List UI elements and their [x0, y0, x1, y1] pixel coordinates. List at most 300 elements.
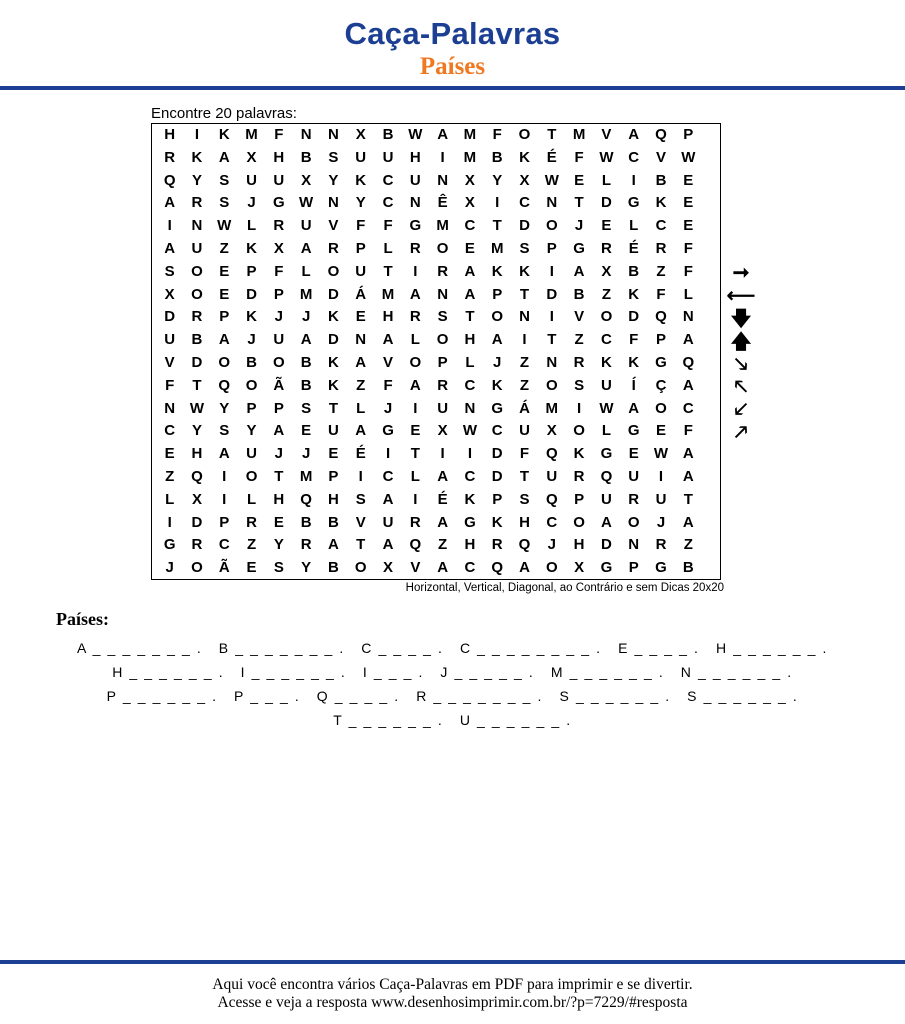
grid-letter: A: [437, 559, 449, 577]
grid-letter: I: [222, 467, 227, 485]
grid-letter: K: [573, 445, 585, 463]
grid-letter: X: [519, 171, 530, 189]
grid-letter: B: [246, 353, 257, 371]
grid-letter: J: [383, 399, 393, 417]
grid-letter: E: [655, 422, 666, 440]
grid-letter: D: [164, 308, 176, 326]
grid-letter: T: [465, 308, 475, 326]
grid-letter: L: [246, 490, 257, 508]
grid-letter: Z: [219, 239, 229, 257]
grid-letter: W: [462, 422, 477, 440]
grid-letter: G: [655, 559, 667, 577]
grid-letter: U: [655, 490, 667, 508]
grid-row: [152, 534, 720, 557]
grid-letter: B: [300, 376, 312, 394]
grid-letter: B: [328, 513, 339, 531]
grid-letter: U: [164, 331, 176, 349]
clue-line: H _ _ _ _ _ _ . I _ _ _ _ _ _ . I _ _ _ . J _ _ _ _ _ . M _ _ _ _ _ _ . N _ _ _ _ _ _ .: [112, 664, 793, 680]
grid-letter: M: [572, 126, 586, 143]
grid-letter: T: [356, 536, 366, 554]
grid-letter: Q: [545, 445, 558, 463]
directions-note: Horizontal, Vertical, Diagonal, ao Contrário e sem Dicas 20x20: [405, 582, 724, 594]
grid-letter: C: [464, 467, 476, 485]
grid-letter: A: [382, 536, 394, 554]
grid-letter: R: [491, 536, 503, 554]
grid-letter: L: [601, 171, 611, 189]
grid-letter: O: [600, 308, 613, 326]
grid-letter: E: [164, 445, 175, 463]
grid-letter: N: [355, 331, 367, 349]
grid-letter: U: [273, 171, 285, 189]
grid-row: [152, 238, 720, 261]
grid-row: [152, 329, 720, 352]
grid-letter: I: [167, 217, 172, 235]
grid-letter: D: [600, 194, 612, 212]
grid-letter: W: [408, 126, 423, 143]
grid-letter: I: [413, 399, 418, 417]
grid-letter: V: [655, 148, 666, 166]
grid-letter: S: [219, 171, 230, 189]
grid-letter: R: [273, 217, 285, 235]
grid-letter: E: [301, 422, 312, 440]
grid-letter: K: [491, 262, 503, 280]
grid-letter: B: [328, 559, 339, 577]
grid-letter: B: [491, 148, 503, 166]
direction-legend: [727, 262, 755, 444]
grid-letter: O: [491, 308, 504, 326]
grid-letter: A: [382, 490, 394, 508]
grid-letter: P: [246, 399, 257, 417]
grid-letter: K: [218, 126, 230, 143]
grid-letter: A: [682, 331, 694, 349]
grid-letter: U: [273, 331, 285, 349]
clue-line: T _ _ _ _ _ _ . U _ _ _ _ _ _ .: [333, 712, 572, 728]
grid-letter: H: [409, 148, 421, 166]
grid-letter: A: [409, 376, 421, 394]
grid-letter: R: [437, 262, 449, 280]
grid-letter: G: [382, 422, 394, 440]
grid-letter: I: [549, 308, 554, 326]
grid-letter: X: [546, 422, 557, 440]
top-divider: [0, 86, 905, 90]
grid-letter: C: [682, 399, 694, 417]
grid-letter: E: [683, 217, 694, 235]
grid-letter: E: [246, 559, 257, 577]
grid-row: [152, 192, 720, 215]
grid-letter: H: [382, 308, 394, 326]
grid-letter: Á: [355, 285, 367, 303]
grid-letter: X: [164, 285, 175, 303]
grid-letter: Q: [300, 490, 312, 508]
grid-letter: N: [682, 308, 694, 326]
grid-letter: M: [299, 285, 313, 303]
grid-letter: Q: [163, 171, 176, 189]
grid-letter: É: [546, 148, 557, 166]
grid-letter: Q: [545, 490, 558, 508]
grid-letter: F: [383, 376, 393, 394]
grid-letter: P: [655, 331, 666, 349]
grid-letter: C: [655, 217, 667, 235]
grid-row: [152, 170, 720, 193]
grid-letter: G: [600, 559, 613, 577]
grid-letter: N: [191, 217, 203, 235]
grid-letter: R: [600, 239, 612, 257]
grid-letter: E: [219, 285, 230, 303]
grid-letter: E: [574, 171, 585, 189]
grid-letter: L: [383, 239, 393, 257]
grid-letter: Z: [656, 262, 666, 280]
grid-letter: Y: [273, 536, 284, 554]
grid-letter: W: [599, 148, 614, 166]
arrow-left-icon: ⟵: [726, 285, 756, 308]
grid-letter: S: [273, 559, 284, 577]
grid-letter: K: [655, 194, 667, 212]
grid-letter: L: [629, 217, 639, 235]
grid-letter: A: [491, 331, 503, 349]
grid-letter: Ç: [655, 376, 667, 394]
grid-letter: X: [191, 490, 202, 508]
grid-letter: C: [519, 194, 530, 212]
grid-letter: Z: [519, 376, 530, 394]
grid-letter: Q: [218, 376, 231, 394]
grid-letter: F: [383, 217, 393, 235]
grid-letter: E: [273, 513, 284, 531]
grid-letter: A: [682, 445, 694, 463]
grid-letter: X: [246, 148, 257, 166]
grid-letter: W: [544, 171, 559, 189]
grid-letter: T: [492, 217, 502, 235]
grid-letter: A: [628, 399, 640, 417]
grid-letter: O: [354, 559, 367, 577]
grid-letter: U: [355, 262, 367, 280]
grid-letter: O: [191, 559, 203, 577]
grid-letter: T: [519, 285, 530, 303]
grid-letter: G: [163, 536, 176, 554]
grid-letter: B: [300, 513, 312, 531]
grid-letter: X: [383, 559, 394, 577]
grid-letter: A: [464, 262, 476, 280]
grid-letter: F: [574, 148, 584, 166]
grid-letter: Q: [655, 126, 667, 143]
grid-letter: T: [519, 467, 530, 485]
grid-letter: U: [246, 445, 257, 463]
grid-letter: I: [413, 490, 418, 508]
grid-letter: M: [436, 217, 449, 235]
grid-letter: N: [328, 194, 339, 212]
grid-letter: B: [682, 559, 694, 577]
grid-letter: F: [683, 262, 693, 280]
grid-letter: N: [409, 194, 421, 212]
grid-letter: T: [192, 376, 202, 394]
grid-letter: P: [546, 239, 557, 257]
grid-letter: X: [574, 559, 585, 577]
grid-row: [152, 375, 720, 398]
grid-letter: L: [165, 490, 175, 508]
grid-letter: K: [328, 353, 339, 371]
grid-letter: C: [382, 171, 394, 189]
grid-letter: E: [464, 239, 475, 257]
grid-letter: W: [217, 217, 232, 235]
grid-letter: O: [191, 285, 203, 303]
grid-letter: D: [546, 285, 558, 303]
grid-letter: Á: [519, 399, 530, 417]
grid-letter: X: [601, 262, 612, 280]
grid-letter: N: [437, 171, 449, 189]
grid-letter: N: [464, 399, 476, 417]
grid-letter: K: [464, 490, 476, 508]
grid-letter: S: [219, 194, 230, 212]
grid-row: [152, 512, 720, 535]
grid-letter: Z: [601, 285, 611, 303]
grid-letter: F: [165, 376, 175, 394]
grid-letter: U: [355, 148, 367, 166]
grid-letter: R: [300, 536, 312, 554]
grid-letter: G: [627, 194, 640, 212]
grid-letter: M: [381, 285, 395, 303]
grid-letter: O: [436, 331, 449, 349]
grid-letter: A: [628, 126, 640, 143]
grid-letter: I: [167, 513, 172, 531]
grid-letter: K: [191, 148, 203, 166]
grid-letter: G: [464, 513, 476, 531]
grid-letter: J: [547, 536, 556, 554]
grid-letter: W: [599, 399, 614, 417]
grid-letter: N: [546, 353, 558, 371]
grid-letter: E: [683, 171, 694, 189]
grid-letter: L: [246, 217, 257, 235]
grid-letter: H: [273, 148, 285, 166]
grid-letter: I: [222, 490, 227, 508]
grid-letter: F: [274, 126, 284, 143]
grid-letter: W: [681, 148, 696, 166]
grid-letter: X: [464, 171, 475, 189]
arrow-up-right-icon: 🡕: [734, 421, 748, 444]
grid-letter: N: [164, 399, 176, 417]
grid-row: [152, 124, 720, 147]
grid-letter: X: [464, 194, 475, 212]
grid-letter: C: [491, 422, 503, 440]
grid-letter: A: [409, 285, 421, 303]
grid-letter: U: [519, 422, 530, 440]
grid-letter: C: [600, 331, 612, 349]
grid-letter: E: [219, 262, 230, 280]
grid-letter: Z: [246, 536, 257, 554]
grid-letter: K: [519, 148, 530, 166]
grid-letter: T: [547, 331, 557, 349]
grid-letter: U: [546, 467, 558, 485]
grid-letter: N: [628, 536, 640, 554]
grid-letter: L: [601, 422, 611, 440]
grid-row: [152, 443, 720, 466]
grid-letter: É: [628, 239, 639, 257]
grid-letter: W: [299, 194, 314, 212]
grid-letter: Y: [219, 399, 230, 417]
grid-letter: J: [274, 445, 283, 463]
grid-letter: O: [327, 262, 340, 280]
grid-letter: A: [437, 126, 449, 143]
grid-letter: G: [627, 422, 640, 440]
grid-letter: Z: [574, 331, 584, 349]
grid-letter: A: [328, 536, 339, 554]
grid-row: [152, 398, 720, 421]
grid-letter: O: [655, 399, 667, 417]
grid-letter: I: [549, 262, 554, 280]
grid-letter: K: [519, 262, 530, 280]
grid-letter: Y: [328, 171, 339, 189]
grid-letter: N: [546, 194, 558, 212]
grid-letter: X: [437, 422, 448, 440]
grid-letter: P: [219, 513, 230, 531]
grid-letter: K: [328, 376, 339, 394]
grid-letter: A: [300, 239, 312, 257]
grid-letter: K: [355, 171, 367, 189]
grid-letter: C: [382, 467, 394, 485]
grid-letter: R: [328, 239, 339, 257]
grid-letter: L: [356, 399, 366, 417]
grid-letter: R: [409, 513, 421, 531]
grid-letter: R: [409, 239, 421, 257]
grid-letter: N: [437, 285, 449, 303]
grid-letter: G: [573, 239, 585, 257]
grid-letter: H: [328, 490, 339, 508]
grid-row: [152, 306, 720, 329]
grid-letter: I: [522, 331, 527, 349]
grid-letter: I: [440, 148, 445, 166]
grid-letter: Ã: [273, 376, 285, 394]
grid-letter: Ã: [218, 559, 230, 577]
arrow-right-icon: ➞: [732, 262, 750, 285]
grid-letter: U: [300, 217, 312, 235]
grid-letter: N: [300, 126, 312, 143]
grid-letter: G: [655, 353, 667, 371]
grid-letter: L: [410, 331, 420, 349]
grid-letter: N: [328, 126, 339, 143]
grid-letter: L: [465, 353, 475, 371]
grid-letter: V: [328, 217, 339, 235]
grid-letter: N: [519, 308, 530, 326]
grid-letter: A: [218, 148, 230, 166]
arrow-up-icon: 🡅: [730, 330, 752, 353]
puzzle-instruction: Encontre 20 palavras:: [151, 105, 297, 122]
arrow-down-left-icon: 🡗: [734, 399, 748, 422]
grid-letter: J: [247, 331, 256, 349]
grid-letter: A: [355, 353, 367, 371]
grid-row: [152, 261, 720, 284]
grid-row: [152, 489, 720, 512]
clues-label: Países:: [56, 609, 109, 629]
grid-letter: P: [273, 285, 284, 303]
grid-letter: H: [273, 490, 285, 508]
grid-letter: S: [301, 399, 312, 417]
grid-letter: P: [492, 490, 503, 508]
grid-letter: Q: [491, 559, 504, 577]
word-search-grid: [151, 123, 721, 580]
grid-letter: J: [165, 559, 174, 577]
grid-letter: P: [246, 262, 257, 280]
grid-letter: A: [682, 513, 694, 531]
grid-letter: M: [245, 126, 258, 143]
grid-letter: G: [273, 194, 285, 212]
grid-letter: S: [219, 422, 230, 440]
grid-letter: Z: [356, 376, 366, 394]
grid-letter: O: [545, 217, 558, 235]
grid-letter: L: [301, 262, 311, 280]
grid-letter: É: [355, 445, 366, 463]
grid-letter: O: [218, 353, 231, 371]
grid-letter: T: [328, 399, 339, 417]
grid-letter: A: [218, 445, 230, 463]
grid-letter: E: [628, 445, 639, 463]
grid-letter: T: [683, 490, 693, 508]
grid-letter: A: [355, 422, 367, 440]
grid-letter: M: [463, 148, 477, 166]
grid-letter: K: [628, 353, 640, 371]
grid-letter: D: [328, 285, 339, 303]
grid-letter: I: [385, 445, 391, 463]
grid-letter: O: [273, 353, 285, 371]
grid-letter: A: [464, 285, 476, 303]
grid-letter: R: [655, 536, 667, 554]
grid-letter: Z: [683, 536, 693, 554]
grid-letter: V: [410, 559, 421, 577]
grid-letter: E: [601, 217, 612, 235]
grid-letter: Q: [655, 308, 667, 326]
grid-letter: J: [247, 194, 256, 212]
grid-letter: C: [628, 148, 640, 166]
grid-letter: D: [519, 217, 530, 235]
grid-letter: A: [164, 239, 176, 257]
grid-letter: K: [491, 513, 503, 531]
grid-letter: J: [301, 445, 311, 463]
grid-letter: E: [328, 445, 339, 463]
grid-letter: H: [573, 536, 585, 554]
grid-letter: O: [409, 353, 422, 371]
grid-letter: I: [413, 262, 418, 280]
grid-letter: K: [600, 353, 612, 371]
grid-letter: Y: [492, 171, 503, 189]
grid-letter: R: [573, 467, 585, 485]
grid-letter: D: [491, 467, 503, 485]
grid-letter: Y: [191, 422, 202, 440]
grid-letter: I: [631, 171, 636, 189]
grid-letter: M: [490, 239, 504, 257]
grid-letter: I: [440, 445, 445, 463]
grid-letter: J: [301, 308, 311, 326]
grid-letter: O: [191, 262, 203, 280]
grid-letter: C: [464, 376, 476, 394]
grid-letter: P: [355, 239, 366, 257]
grid-letter: P: [273, 399, 284, 417]
grid-letter: K: [246, 239, 257, 257]
grid-letter: F: [656, 285, 666, 303]
grid-letter: D: [600, 536, 612, 554]
grid-letter: P: [574, 490, 585, 508]
grid-letter: K: [328, 308, 339, 326]
grid-letter: X: [273, 239, 284, 257]
grid-letter: O: [245, 467, 258, 485]
grid-letter: J: [493, 353, 502, 371]
grid-letter: D: [628, 308, 640, 326]
grid-letter: R: [409, 308, 421, 326]
grid-letter: G: [600, 445, 613, 463]
grid-letter: F: [492, 126, 502, 143]
page-subtitle: Países: [419, 53, 486, 80]
grid-letter: D: [246, 285, 257, 303]
grid-letter: A: [437, 467, 449, 485]
grid-letter: Z: [165, 467, 175, 485]
grid-letter: W: [189, 399, 205, 417]
grid-letter: B: [655, 171, 667, 189]
